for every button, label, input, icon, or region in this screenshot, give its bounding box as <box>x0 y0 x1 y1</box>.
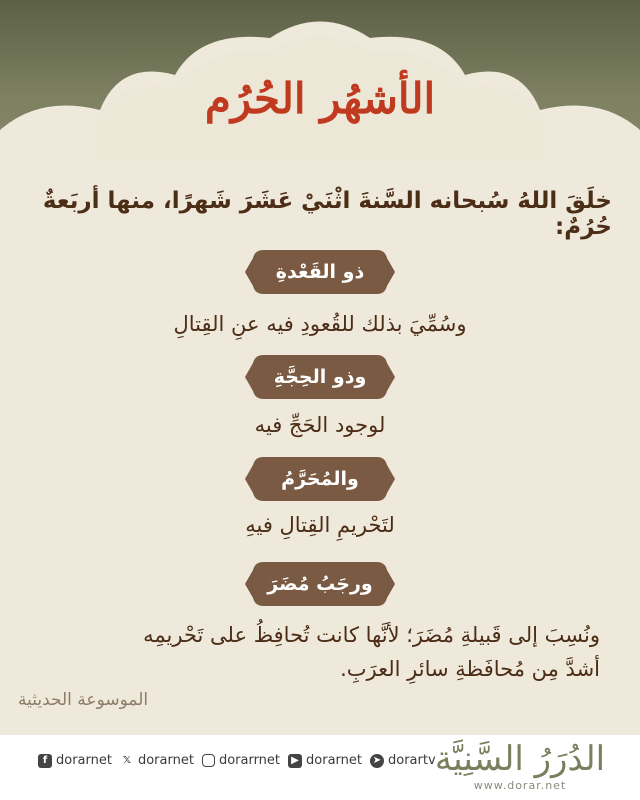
social-facebook[interactable] <box>38 753 112 768</box>
month-desc-1: وسُمِّيَ بذلك للقُعودِ فيه عنِ القِتالِ <box>173 312 467 336</box>
social-handle: dorartv <box>388 753 436 768</box>
month-badge-4 <box>245 562 395 606</box>
youtube-icon: ▶ <box>288 754 302 768</box>
month-badge-1 <box>245 250 395 294</box>
month-desc-4-line-2: أشدَّ مِن مُحافَظةِ سائرِ العرَبِ. <box>340 657 600 681</box>
social-telegram[interactable] <box>370 753 436 768</box>
facebook-icon: f <box>38 754 52 768</box>
logo-url: www.dorar.net <box>473 779 567 792</box>
month-name-1: ذو القَعْدةِ <box>275 261 365 283</box>
month-desc-4 <box>40 618 600 686</box>
social-x[interactable] <box>120 753 194 768</box>
social-youtube[interactable] <box>288 753 362 768</box>
month-desc-4-line-1: ونُسِبَ إلى قَبيلةِ مُضَرَ؛ لأنَّها كانت تُحافِظُ على تَحْريمِه <box>143 623 600 647</box>
social-instagram[interactable] <box>202 753 280 768</box>
source-label: الموسوعة الحديثية <box>18 690 149 710</box>
month-badge-3 <box>245 457 395 501</box>
month-badge-2 <box>245 355 395 399</box>
month-name-2: وذو الحِجَّةِ <box>273 366 367 388</box>
instagram-icon <box>202 754 215 767</box>
social-handle: dorarnet <box>306 753 362 768</box>
month-name-3: والمُحَرَّمُ <box>281 468 359 490</box>
dorar-logo[interactable] <box>430 739 610 797</box>
social-handle: dorarnet <box>137 753 194 768</box>
x-icon: 𝕏 <box>122 754 131 766</box>
month-desc-2: لوجود الحَجِّ فيه <box>254 413 386 437</box>
social-handle: dorarnet <box>56 753 112 768</box>
logo-text: الدُرَرُ السَّنِيَّة <box>434 739 606 779</box>
page-title: الأشهُر الحُرُم <box>204 74 436 123</box>
month-name-4: ورجَبُ مُضَرَ <box>267 573 373 595</box>
footer <box>0 735 640 800</box>
telegram-icon: ➤ <box>370 754 384 768</box>
month-desc-3: لتَحْريمِ القِتالِ فيهِ <box>245 513 395 537</box>
social-handle: dorarrnet <box>218 753 281 768</box>
intro-text: خلَقَ اللهُ سُبحانه السَّنةَ اثْنَيْ عَشَرَ شَهرًا، منها أربَعةٌ حُرُمٌ: <box>42 188 612 240</box>
social-links <box>38 753 436 768</box>
